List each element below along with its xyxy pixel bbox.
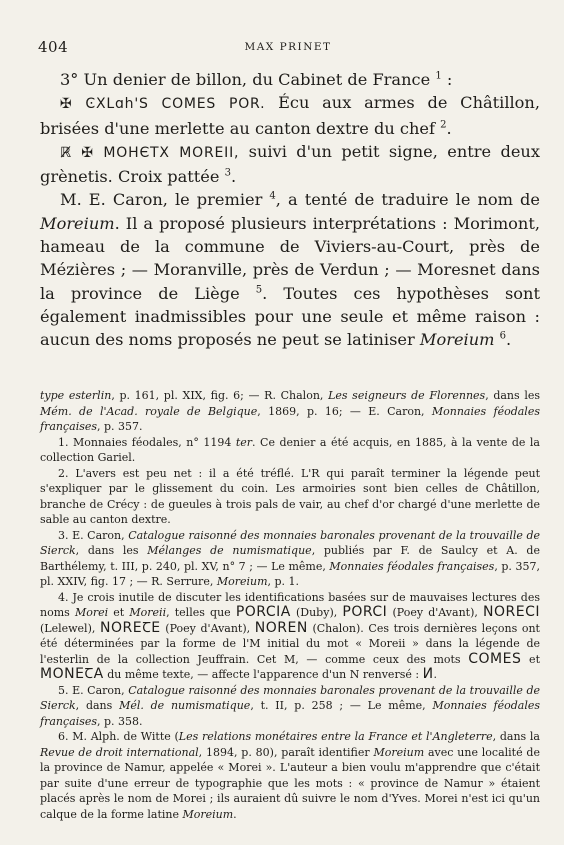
obverse-legend: ✠ ϾXLɑh'S COMES POR. bbox=[60, 96, 266, 113]
paragraph-obverse: ✠ ϾXLɑh'S COMES POR. Écu aux armes de Châtillon, brisées d'une merlette au canton dextre du chef $^2$. bbox=[40, 93, 540, 138]
reverse-legend: ℝ̸ ✠ MOHЄTX MOREII, bbox=[60, 144, 240, 161]
page-number: 404 bbox=[38, 38, 69, 56]
footnote-6: 6. M. Alph. de Witte (Les relations monétaires entre la France et l'Angleterre, dans la Revue de droit international, 1894, p. 80), paraît identifier Moreium avec une localité de la province de Namur, appelée « Morei ». L'auteur a bien voulu m'apprendre que c'était par suite d'une erreur de typographie que les mots : « province de Namur » étaient placés après le nom de Morei ; ils auraient dû suivre le nom d'Yves. Morei n'est ici qu'un calque de la forme latine Moreium. bbox=[40, 730, 540, 821]
footnotes bbox=[40, 388, 540, 822]
footnote-5: 5. E. Caron, Catalogue raisonné des monnaies baronales provenant de la trouvaille de Sierck, dans Mél. de numismatique, t. II, p. 258 ; — Le même, Monnaies féodales françaises, p. 358. bbox=[40, 683, 540, 728]
footnote-ref: 5 bbox=[255, 284, 263, 296]
footnote-1: 1. Monnaies féodales, n° 1194 ter. Ce denier a été acquis, en 1885, à la vente de la collection Gariel. bbox=[40, 435, 540, 464]
footnote-ref: 3 bbox=[224, 167, 232, 179]
footnote-ref: 2 bbox=[440, 119, 447, 131]
footnote-ref: 1 bbox=[435, 70, 442, 82]
footnote-ref: 6 bbox=[499, 330, 507, 342]
paragraph-reverse: ℝ̸ ✠ MOHЄTX MOREII, suivi d'un petit signe, entre deux grènetis. Croix pattée $^3$. bbox=[40, 141, 540, 187]
footnote-continuation: type esterlin, p. 161, pl. XIX, fig. 6; — R. Chalon, Les seigneurs de Florennes, dans les Mém. de l'Acad. royale de Belgique, 1869, p. 16; — E. Caron, Monnaies féodales françaises, p. 357. bbox=[40, 389, 540, 433]
paragraph-coin-intro: 3° Un denier de billon, du Cabinet de France $^1$ : bbox=[60, 70, 453, 89]
page-header bbox=[38, 38, 538, 58]
paragraph-discussion: M. E. Caron, le premier $^4$, a tenté de traduire le nom de Moreium. Il a proposé plusieurs interprétations : Morimont, hameau de la commune de Viviers-au-Court, près de Mézières ; — Moranville, près de Verdun ; — Moresnet dans la province de Liège $^5$. Toutes ces hypothèses sont également inadmissibles pour une seule et même raison : aucun des noms proposés ne peut se latiniser Moreium $^6$. bbox=[40, 190, 540, 350]
main-text bbox=[40, 68, 540, 352]
footnote-2: 2. L'avers est peu net : il a été tréflé. L'R qui paraît terminer la légende peut s'expliquer par le glissement du coin. Les armoiries sont bien celles de Châtillon, branche de Crécy : de gueules à trois pals de vair, au chef d'or chargé d'une merlette de sable au canton dextre. bbox=[40, 466, 540, 526]
footnote-ref: 4 bbox=[269, 191, 276, 203]
footnote-3: 3. E. Caron, Catalogue raisonné des monnaies baronales provenant de la trouvaille de Sierck, dans les Mélanges de numismatique, publiés par F. de Saulcy et A. de Barthélemy, t. III, p. 240, pl. XV, n° 7 ; — Le même, Monnaies féodales françaises, p. 357, pl. XXIV, fig. 17 ; — R. Serrure, Moreium, p. 1. bbox=[40, 528, 540, 588]
running-head: MAX PRINET bbox=[244, 41, 332, 53]
footnote-4: 4. Je crois inutile de discuter les identifications basées sur de mauvaises lectures des noms Morei et Moreii, telles que PORCIA (Duby), PORCI (Poey d'Avant), NORECI (Lelewel), NOREꞆE (Poey d'Avant), NOREN (Chalon). Ces trois dernières leçons ont été déterminées par la forme de l'M initial du mot « Moreii » dans la légende de l'esterlin de la collection Jeuffrain. Cet M, — comme ceux des mots COMES et MONEꞆA du même texte, — affecte l'apparence d'un N renversé : И. bbox=[40, 590, 541, 682]
